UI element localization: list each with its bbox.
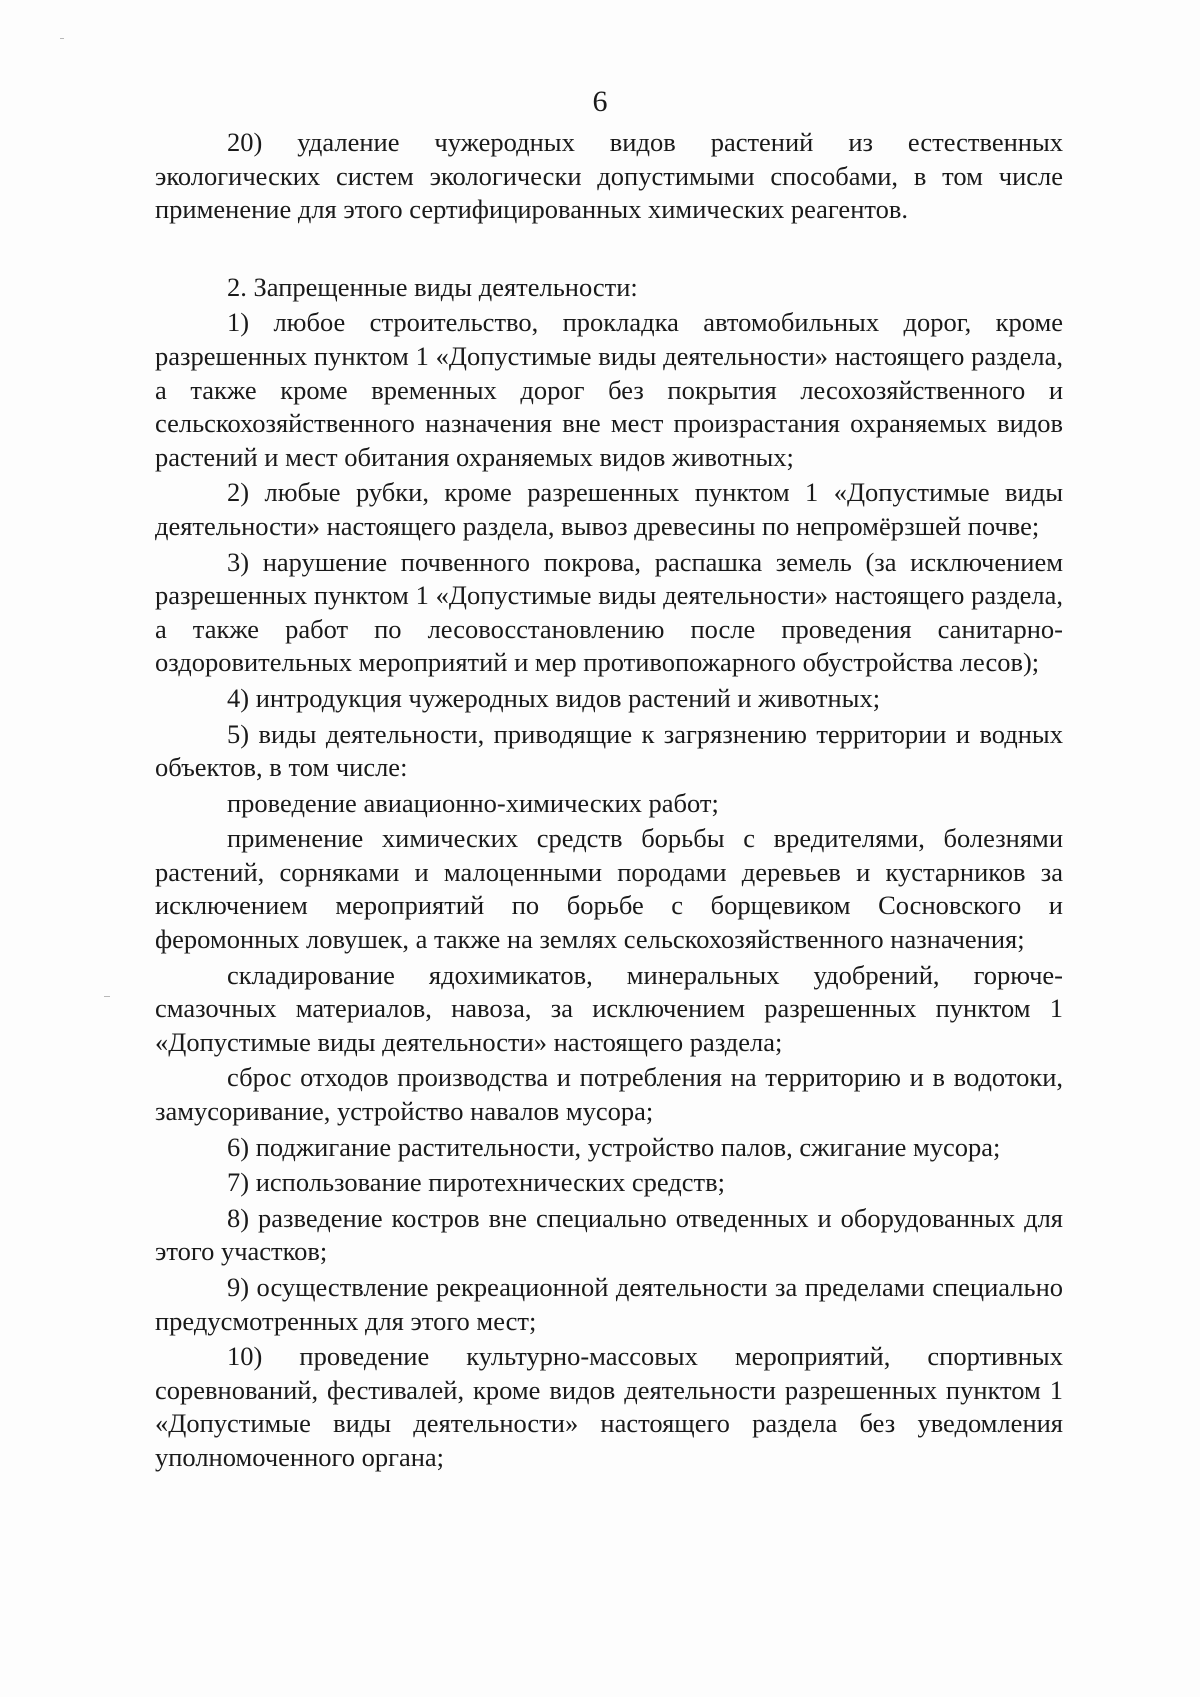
paragraph-item-5: 5) виды деятельности, приводящие к загрязнению территории и водных объектов, в том числе: bbox=[155, 718, 1063, 783]
paragraph-item-7: 7) использование пиротехнических средств; bbox=[227, 1167, 725, 1198]
paragraph-subitem-storage: складирование ядохимикатов, минеральных удобрений, горюче-смазочных материалов, навоза, за исключением разрешенных пунктом 1 «Допустимые виды деятельности» настоящего раздела; bbox=[155, 959, 1063, 1057]
paragraph-item-6: 6) поджигание растительности, устройство палов, сжигание мусора; bbox=[227, 1131, 1001, 1162]
paragraph-item-4: 4) интродукция чужеродных видов растений и животных; bbox=[227, 682, 881, 713]
paragraph-item-3: 3) нарушение почвенного покрова, распашка земель (за исключением разрешенных пунктом 1 «Допустимые виды деятельности» настоящего раздела, а также работ по лесовосстановлению после проведения санитарно-оздоровительных мероприятий и мер противопожарного обустройства лесов); bbox=[155, 546, 1063, 678]
paragraph-item-10: 10) проведение культурно-массовых мероприятий, спортивных соревнований, фестивалей, кроме видов деятельности разрешенных пунктом 1 «Допустимые виды деятельности» настоящего раздела без уведомления уполномоченного органа; bbox=[155, 1341, 1063, 1472]
paragraph-subitem-chemical-means: применение химических средств борьбы с вредителями, болезнями растений, сорняками и малоценными породами деревьев и кустарников за исключением мероприятий по борьбе с борщевиком Сосновского и феромонных ловушек, а также на землях сельскохозяйственного назначения; bbox=[155, 823, 1063, 955]
scan-speck bbox=[60, 38, 64, 39]
paragraph-subitem-waste-discharge: сброс отходов производства и потребления на территорию и в водотоки, замусоривание, устройство навалов мусора; bbox=[155, 1062, 1063, 1127]
document-body bbox=[155, 126, 1063, 1475]
paragraph-item-1: 1) любое строительство, прокладка автомобильных дорог, кроме разрешенных пунктом 1 «Допустимые виды деятельности» настоящего раздела, а также кроме временных дорог без покрытия лесохозяйственного и сельскохозяйственного назначения вне мест произрастания охраняемых видов растений и мест обитания охраняемых видов животных; bbox=[155, 307, 1063, 472]
paragraph-item-9: 9) осуществление рекреационной деятельности за пределами специально предусмотренных для этого мест; bbox=[155, 1272, 1063, 1336]
page-number: 6 bbox=[592, 85, 608, 118]
paragraph-item-8: 8) разведение костров вне специально отведенных и оборудованных для этого участков; bbox=[155, 1202, 1063, 1267]
paragraph-subitem-aviation-chemical: проведение авиационно-химических работ; bbox=[227, 787, 719, 818]
section-heading-prohibited-activities: 2. Запрещенные виды деятельности: bbox=[227, 271, 638, 302]
scan-speck bbox=[104, 996, 110, 997]
paragraph-item-20: 20) удаление чужеродных видов растений из естественных экологических систем экологически допустимыми способами, в том числе применение для этого сертифицированных химических реагентов. bbox=[155, 127, 1063, 225]
paragraph-item-2: 2) любые рубки, кроме разрешенных пунктом 1 «Допустимые виды деятельности» настоящего раздела, вывоз древесины по непромёрзшей почве; bbox=[155, 477, 1063, 541]
